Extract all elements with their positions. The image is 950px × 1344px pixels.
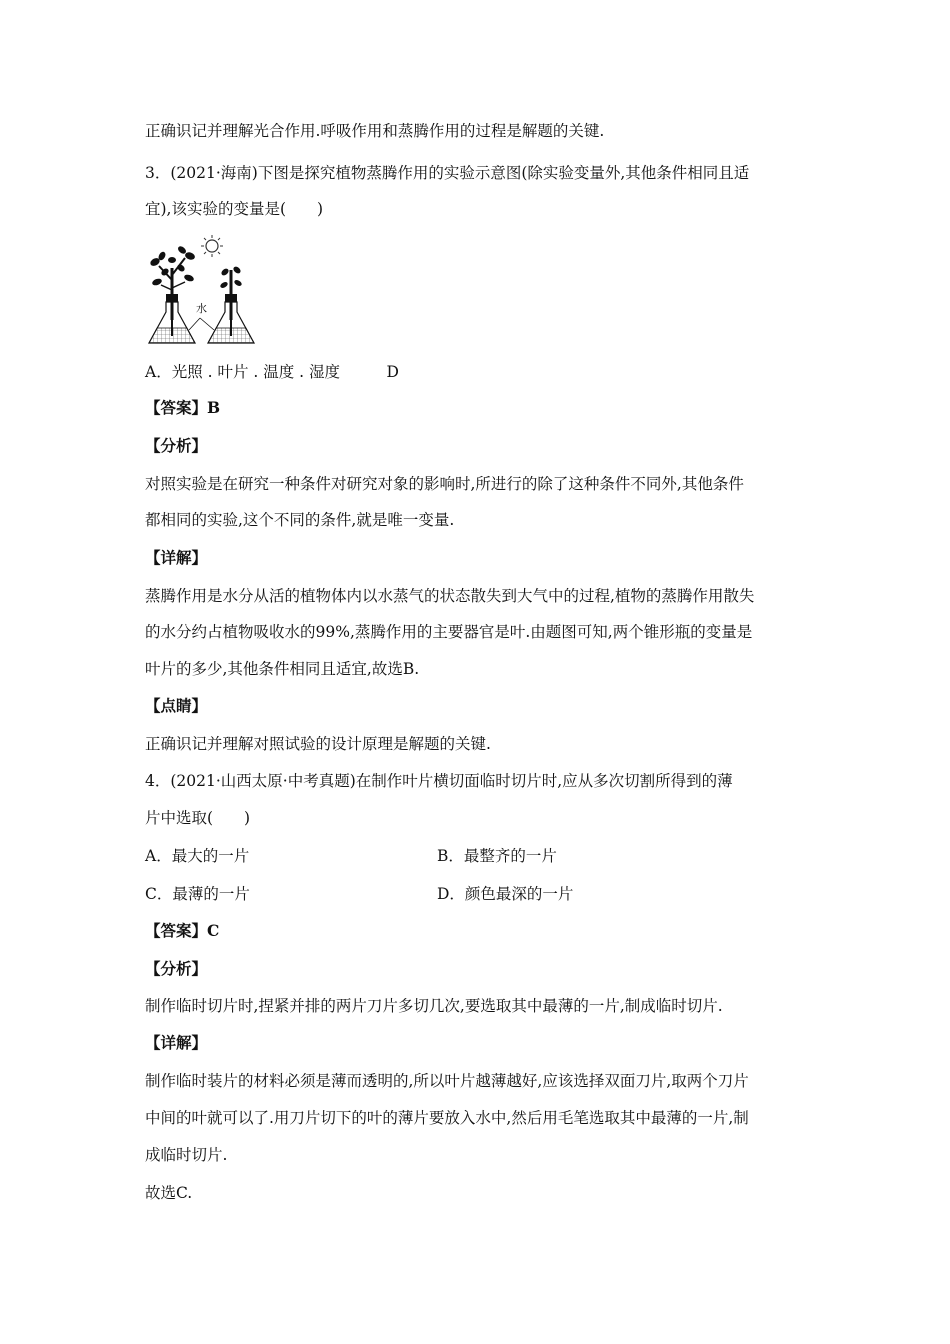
question-3-options: A．光照 . 叶片 . 温度 . 湿度 D — [145, 363, 399, 381]
question-3-comment-title: 【点睛】 — [145, 696, 208, 715]
intro-line: 正确识记并理解光合作用.呼吸作用和蒸腾作用的过程是解题的关键. — [145, 122, 605, 140]
transpiration-experiment-figure — [145, 230, 255, 348]
question-4-detail-line1: 制作临时装片的材料必须是薄而透明的,所以叶片越薄越好,应该选择双面刀片,取两个刀片 — [145, 1072, 749, 1090]
question-3-detail-line1: 蒸腾作用是水分从活的植物体内以水蒸气的状态散失到大气中的过程,植物的蒸腾作用散失 — [145, 587, 755, 605]
question-3-analysis-line1: 对照实验是在研究一种条件对研究对象的影响时,所进行的除了这种条件不同外,其他条件 — [145, 475, 744, 493]
question-4-conclusion: 故选C. — [145, 1184, 193, 1202]
question-4-detail-line3: 成临时切片. — [145, 1146, 228, 1164]
question-3-detail-line2: 的水分约占植物吸收水的99%,蒸腾作用的主要器官是叶.由题图可知,两个锥形瓶的变量是 — [145, 623, 753, 641]
question-3-stem-line1: 3．(2021·海南)下图是探究植物蒸腾作用的实验示意图(除实验变量外,其他条件相同且适 — [145, 164, 750, 182]
question-4-option-b: B．最整齐的一片 — [437, 847, 557, 865]
question-4-detail-line2: 中间的叶就可以了.用刀片切下的叶的薄片要放入水中,然后用毛笔选取其中最薄的一片,制 — [145, 1109, 749, 1127]
left-flask-stopper — [166, 294, 178, 302]
question-3-stem-line2: 宜),该实验的变量是( ) — [145, 200, 324, 218]
question-4-analysis-line: 制作临时切片时,捏紧并排的两片刀片多切几次,要选取其中最薄的一片,制成临时切片. — [145, 997, 723, 1015]
question-4-stem-line1: 4．(2021·山西太原·中考真题)在制作叶片横切面临时切片时,应从多次切割所得到的薄 — [145, 772, 733, 790]
water-label: 水 — [196, 302, 207, 315]
question-3-detail-title: 【详解】 — [145, 548, 208, 567]
question-4-answer: 【答案】C — [145, 921, 220, 940]
question-3-comment-line: 正确识记并理解对照试验的设计原理是解题的关键. — [145, 735, 491, 753]
question-4-stem-line2: 片中选取( ) — [145, 809, 251, 827]
question-3-detail-line3: 叶片的多少,其他条件相同且适宜,故选B. — [145, 660, 420, 678]
question-3-answer: 【答案】B — [145, 398, 221, 417]
question-4-option-d: D．颜色最深的一片 — [437, 885, 574, 903]
sun-icon — [201, 235, 223, 257]
question-4-analysis-title: 【分析】 — [145, 959, 208, 978]
question-3-analysis-title: 【分析】 — [145, 436, 208, 455]
right-flask-stopper — [225, 294, 237, 302]
question-4-option-c: C．最薄的一片 — [145, 885, 250, 903]
question-4-option-a: A．最大的一片 — [145, 847, 250, 865]
question-3-analysis-line2: 都相同的实验,这个不同的条件,就是唯一变量. — [145, 511, 455, 529]
question-4-detail-title: 【详解】 — [145, 1033, 208, 1052]
